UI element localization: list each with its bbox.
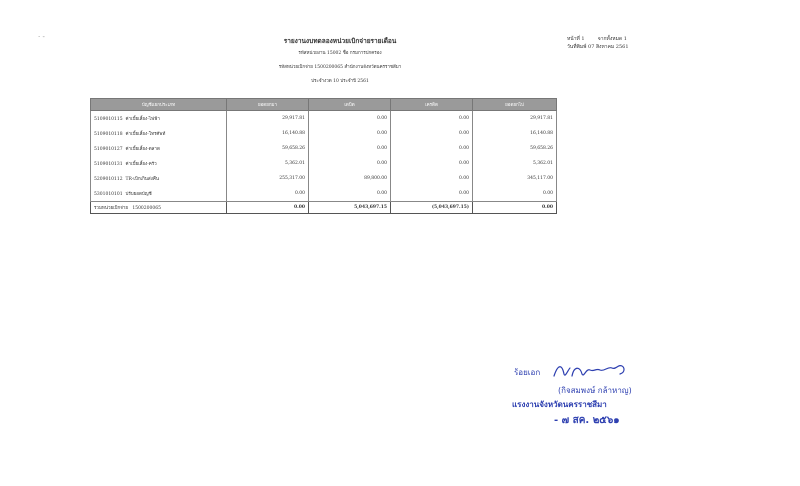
debit-cell: 0.00 (309, 111, 391, 127)
brought-forward-cell: 29,917.81 (227, 111, 309, 127)
page-total: 1 (623, 36, 627, 42)
account-code: 5109010127 (94, 147, 123, 152)
total-unit: 1500200065 (132, 206, 161, 211)
brought-forward-cell: 0.00 (227, 186, 309, 202)
trial-balance-table (90, 98, 557, 214)
account-name: ค่าเบี้ยเลี้ยง-ครัว (125, 162, 157, 167)
page-meta (567, 35, 629, 51)
debit-cell: 0.00 (309, 126, 391, 141)
total-brought-forward: 0.00 (227, 202, 309, 214)
account-code: 5301010101 (94, 192, 123, 197)
signature-rank: ร้อยเอก (514, 368, 541, 377)
carried-forward-cell: 29,917.81 (473, 111, 557, 127)
column-header-carried-forward: ยอดยกไป (473, 99, 557, 111)
debit-cell: 89,800.00 (309, 171, 391, 186)
total-row (91, 202, 557, 214)
carried-forward-cell: 16,140.88 (473, 126, 557, 141)
total-label-cell (91, 202, 227, 214)
credit-cell: 0.00 (391, 171, 473, 186)
brought-forward-cell: 59,658.26 (227, 141, 309, 156)
page-label: หน้าที่ (567, 36, 580, 42)
credit-cell: 0.00 (391, 156, 473, 171)
credit-cell: 0.00 (391, 111, 473, 127)
account-name: ค่าเบี้ยเลี้ยง-โทรศัพท์ (125, 132, 166, 137)
table-row (91, 126, 557, 141)
report-header (200, 36, 480, 91)
account-name: TR-เบิกเกินส่งคืน (125, 177, 159, 182)
report-title: รายงานงบทดลองหน่วยเบิกจ่ายรายเดือน (283, 37, 397, 45)
total-credit: (5,043,697.15) (391, 202, 473, 214)
debit-cell: 0.00 (309, 156, 391, 171)
brought-forward-cell: 16,140.88 (227, 126, 309, 141)
account-cell (91, 141, 227, 156)
handwritten-signature (552, 360, 632, 382)
account-cell (91, 171, 227, 186)
column-header-debit: เดบิต (309, 99, 391, 111)
total-debit: 5,043,697.15 (309, 202, 391, 214)
column-header-account: บัญชีแยกประเภท (91, 99, 227, 111)
print-date: 07 สิงหาคม 2561 (588, 44, 629, 50)
table-row (91, 171, 557, 186)
credit-cell: 0.00 (391, 141, 473, 156)
carried-forward-cell: 59,658.26 (473, 141, 557, 156)
total-carried-forward: 0.00 (473, 202, 557, 214)
column-header-brought-forward: ยอดยกมา (227, 99, 309, 111)
debit-cell: 0.00 (309, 186, 391, 202)
page-speck: · - (38, 33, 45, 41)
debit-cell: 0.00 (309, 141, 391, 156)
signer-position: แรงงานจังหวัดนครราชสีมา (512, 400, 607, 409)
table-header-row (91, 99, 557, 111)
account-cell (91, 156, 227, 171)
credit-cell: 0.00 (391, 126, 473, 141)
page-number: 1 (581, 36, 585, 42)
page-total-label: จากทั้งหมด (597, 36, 623, 42)
table-row (91, 111, 557, 127)
account-code: 5109010118 (94, 132, 123, 137)
carried-forward-cell: 5,362.01 (473, 156, 557, 171)
column-header-credit: เครดิต (391, 99, 473, 111)
table-row (91, 141, 557, 156)
carried-forward-cell: 345,117.00 (473, 171, 557, 186)
total-label: รวมหน่วยเบิกจ่าย (94, 206, 129, 211)
brought-forward-cell: 255,317.00 (227, 171, 309, 186)
credit-cell: 0.00 (391, 186, 473, 202)
signer-name: (กิจสมพงษ์ กล้าหาญ) (558, 386, 632, 395)
brought-forward-cell: 5,362.01 (227, 156, 309, 171)
table-row (91, 156, 557, 171)
carried-forward-cell: 0.00 (473, 186, 557, 202)
print-date-label: วันที่พิมพ์ (567, 44, 587, 50)
account-name: ปรับยอดบัญชี (125, 192, 152, 197)
account-name: ค่าเบี้ยเลี้ยง-ไฟฟ้า (125, 117, 160, 122)
disbursing-unit-line: รหัสหน่วยเบิกจ่าย 1500200065 สำนักงานจังหวัดนครราชสีมา (278, 65, 402, 70)
period-line: ประจำงวด 10 ประจำปี 2561 (311, 79, 369, 84)
account-cell (91, 126, 227, 141)
signature-date: - ๗ สค. ๒๕๖๑ (554, 415, 620, 426)
account-cell (91, 111, 227, 127)
agency-line: รหัสหน่วยงาน 15002 ชื่อ กรมการปกครอง (298, 51, 382, 56)
account-code: 5109010115 (94, 117, 123, 122)
account-code: 5209010112 (94, 177, 123, 182)
account-cell (91, 186, 227, 202)
account-code: 5109010131 (94, 162, 123, 167)
table-row (91, 186, 557, 202)
account-name: ค่าเบี้ยเลี้ยง-ตลาด (125, 147, 160, 152)
